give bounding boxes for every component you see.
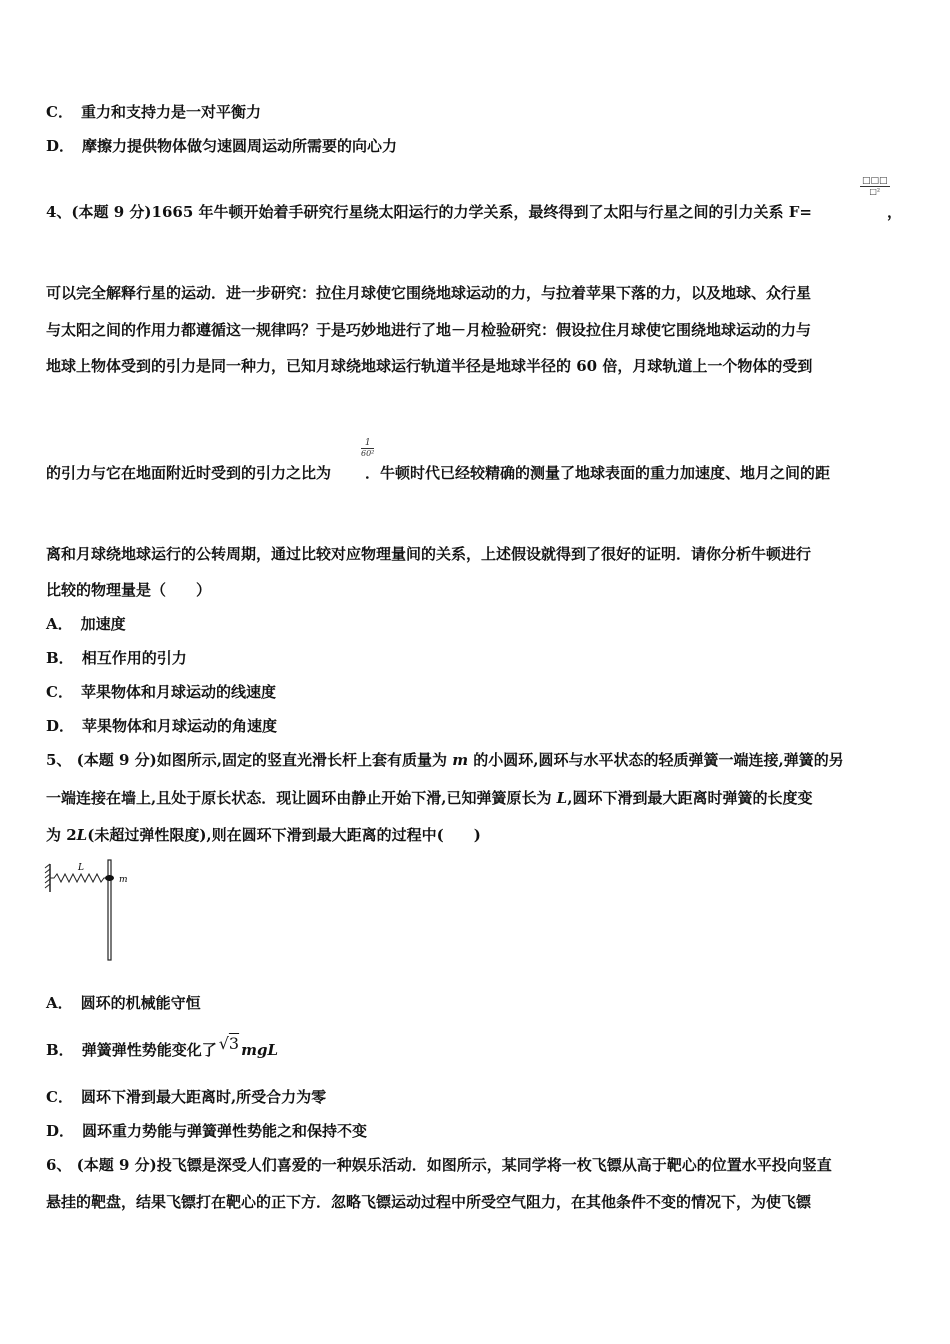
wall (45, 864, 50, 892)
q4-line1-tail: ， (887, 203, 903, 221)
q4-stem-line2: 可以完全解释行星的运动．进一步研究：拉住月球使它围绕地球运动的力，与拉着苹果下落的力，以及地球、众行星 (46, 284, 812, 302)
option-d-prev: D． 摩擦力提供物体做匀速圆周运动所需要的向心力 (46, 137, 398, 155)
ratio-fraction: $\frac{1}{\text{60²}}$ (361, 438, 375, 458)
q6-stem-line2: 悬挂的靶盘，结果飞镖打在靶心的正下方．忽略飞镖运动过程中所受空气阻力，在其他条件不变的情况下，为使飞镖 (46, 1193, 812, 1211)
q6-stem-line1: 6、 (本题 9 分)投飞镖是深受人们喜爱的一种娱乐活动．如图所示，某同学将一枚飞镖从高于靶心的位置水平投向竖直 (46, 1156, 832, 1174)
q5-stem-line2: 一端连接在墙上,且处于原长状态．现让圆环由静止开始下滑,已知弹簧原长为 L,圆环下滑到最大距离时弹簧的长度变 (46, 789, 813, 807)
q4-stem-line5: 的引力与它在地面附近时受到的引力之比为 ．牛顿时代已经较精确的测量了地球表面的重力加速度、地月之间的距 (46, 464, 831, 482)
q5-stem-line1: 5、 (本题 9 分)如图所示,固定的竖直光滑长杆上套有质量为 m 的小圆环,圆环与水平状态的轻质弹簧一端连接,弹簧的另 (46, 751, 844, 769)
q5-option-d: D． 圆环重力势能与弹簧弹性势能之和保持不变 (46, 1122, 368, 1140)
spring (50, 874, 108, 882)
ring (105, 875, 114, 881)
q5-option-b: B． 弹簧弹性势能变化了 √3 mgL (46, 1034, 279, 1059)
ring-mass-label: m (119, 875, 128, 885)
q5-option-c: C． 圆环下滑到最大距离时,所受合力为零 (46, 1088, 327, 1106)
q4-stem-line4: 地球上物体受到的引力是同一种力，已知月球绕地球运行轨道半径是地球半径的 60 倍，月球轨道上一个物体的受到 (46, 357, 813, 375)
q5-stem-line3: 为 2L(未超过弹性限度),则在圆环下滑到最大距离的过程中( ) (46, 826, 481, 844)
q4-option-b: B． 相互作用的引力 (46, 649, 187, 667)
q4-option-d: D． 苹果物体和月球运动的角速度 (46, 717, 278, 735)
q4-stem-line1: 4、(本题 9 分)1665 年牛顿开始着手研究行星绕太阳运行的力学关系，最终得到了太阳与行星之间的引力关系 F= (46, 203, 812, 221)
q4-option-a: A． 加速度 (46, 615, 126, 633)
q5-option-a: A． 圆环的机械能守恒 (46, 994, 201, 1012)
q4-stem-line6: 离和月球绕地球运行的公转周期，通过比较对应物理量间的关系，上述假设就得到了很好的证明．请你分析牛顿进行 (46, 545, 812, 563)
sqrt-three: √3 (218, 1034, 240, 1053)
q4-stem-line7: 比较的物理量是（ ） (46, 581, 212, 599)
gravitation-formula: □□□ □² (862, 176, 888, 196)
spring-ring-figure (44, 856, 144, 966)
q4-option-c: C． 苹果物体和月球运动的线速度 (46, 683, 276, 701)
option-c-prev: C． 重力和支持力是一对平衡力 (46, 103, 261, 121)
q4-stem-line3: 与太阳之间的作用力都遵循这一规律吗？于是巧妙地进行了地－月检验研究：假设拉住月球使它围绕地球运动的力与 (46, 321, 812, 339)
spring-length-label: L (78, 863, 84, 873)
